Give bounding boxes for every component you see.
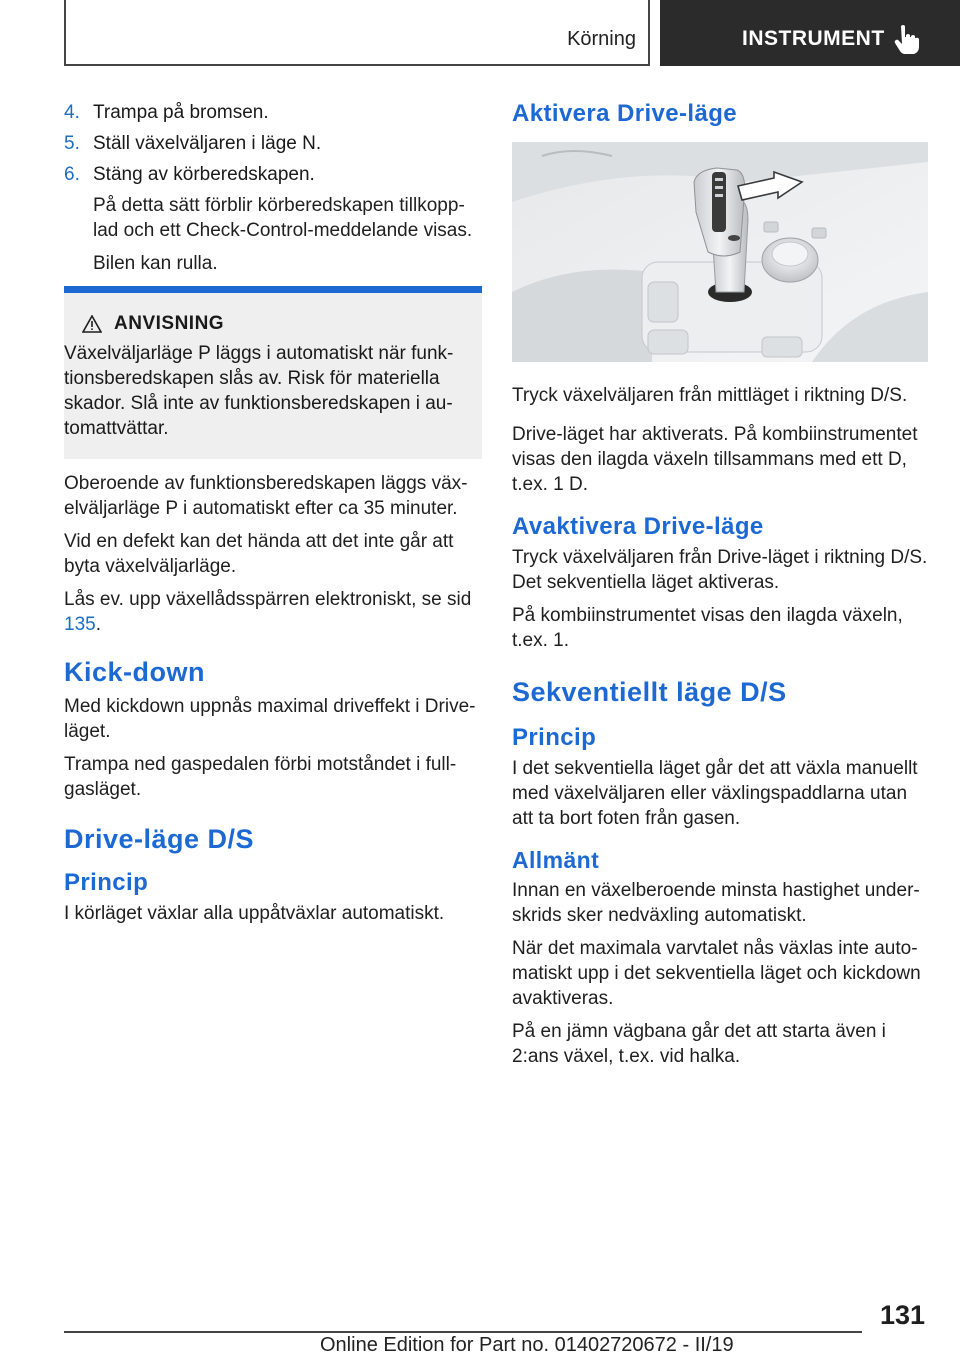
step-text: Stäng av körberedskapen. bbox=[93, 164, 315, 185]
paragraph: I det sekventiella läget går det att växla manuellt med växelväljaren eller växlingspaddlarna utan att ta bort foten från gasen. bbox=[512, 758, 918, 829]
step-number: 4. bbox=[64, 102, 80, 123]
list-item bbox=[64, 162, 482, 187]
step-number: 5. bbox=[64, 133, 80, 154]
header-rule-bottom bbox=[64, 64, 650, 66]
heading-kickdown: Kick-down bbox=[64, 657, 206, 687]
paragraph: Vid en defekt kan det hända att det inte går att byta växelväljarläge. bbox=[64, 531, 454, 577]
header-rule-left bbox=[64, 0, 66, 66]
header-chapter-tab bbox=[660, 0, 960, 66]
heading-principle: Princip bbox=[512, 724, 597, 751]
paragraph: Oberoende av funktionsberedskapen läggs växelväljarläge P i automatiskt efter ca 35 minuter. bbox=[64, 473, 468, 519]
heading-principle: Princip bbox=[64, 869, 149, 896]
note-title: ANVISNING bbox=[114, 313, 225, 334]
hand-pointer-icon bbox=[894, 24, 920, 54]
step-text: Trampa på bromsen. bbox=[93, 102, 269, 123]
paragraph: Drive-läget har aktiverats. På kombiinstrumentet visas den ilagda växeln tillsammans med ett D, t.ex. 1 D. bbox=[512, 424, 918, 495]
header-section-title: Körning bbox=[567, 28, 636, 50]
warning-triangle-icon bbox=[82, 315, 102, 333]
step-text: Ställ växelväljaren i läge N. bbox=[93, 133, 322, 154]
paragraph: Innan en växelberoende minsta hastighet underskrids sker nedväxling automatiskt. bbox=[512, 880, 920, 926]
paragraph: Tryck växelväljaren från Drive-läget i riktning D/S. Det sekventiella läget aktiveras. bbox=[512, 547, 928, 593]
page-number: 131 bbox=[880, 1300, 926, 1330]
paragraph: På en jämn vägbana går det att starta även i 2:ans växel, t.ex. vid halka. bbox=[512, 1021, 886, 1067]
paragraph: I körläget växlar alla uppåtväxlar automatiskt. bbox=[64, 903, 445, 924]
paragraph: På kombiinstrumentet visas den ilagda växeln, t.ex. 1. bbox=[512, 605, 903, 651]
paragraph-end: . bbox=[95, 614, 101, 635]
step-list bbox=[64, 100, 482, 187]
footer-rule bbox=[64, 1331, 862, 1333]
list-item bbox=[64, 100, 482, 125]
left-column bbox=[64, 100, 482, 934]
heading-deactivate-drive: Avaktivera Drive-läge bbox=[512, 513, 764, 540]
heading-general: Allmänt bbox=[512, 847, 600, 873]
heading-sequential-mode: Sekventiellt läge D/S bbox=[512, 677, 787, 707]
step6-detail: På detta sätt förblir körberedskapen tillkopplad och ett Check-Control-meddelande visas. bbox=[93, 195, 473, 241]
heading-activate-drive: Aktivera Drive-läge bbox=[512, 100, 738, 127]
paragraph bbox=[64, 587, 482, 637]
heading-drive-mode: Drive-läge D/S bbox=[64, 824, 255, 854]
header-rule-right bbox=[648, 0, 650, 66]
paragraph-text: Lås ev. upp växellådsspärren elektroniskt, se sid bbox=[64, 589, 472, 610]
page-reference-link[interactable]: 135 bbox=[64, 614, 96, 635]
step6-detail-2: Bilen kan rulla. bbox=[93, 253, 218, 274]
note-header bbox=[64, 313, 482, 335]
list-item bbox=[64, 131, 482, 156]
paragraph: Med kickdown uppnås maximal driveffekt i Driveläget. bbox=[64, 696, 476, 742]
footer-edition: Online Edition for Part no. 01402720672 - II/19 bbox=[320, 1334, 734, 1356]
gear-selector-illustration bbox=[512, 142, 928, 362]
paragraph: När det maximala varvtalet nås växlas inte automatiskt upp i det sekventiella läget och kickdown avaktiveras. bbox=[512, 938, 921, 1009]
chapter-tab-label: INSTRUMENT bbox=[742, 27, 885, 50]
paragraph: Trampa ned gaspedalen förbi motståndet i fullgasläget. bbox=[64, 754, 457, 800]
note-body: Växelväljarläge P läggs i automatiskt när funktionsberedskapen slås av. Risk för materiella skador. Slå inte av funktionsberedskapen i automattvättar. bbox=[64, 343, 454, 439]
warning-note bbox=[64, 286, 482, 459]
figure-caption: Tryck växelväljaren från mittläget i riktning D/S. bbox=[512, 385, 908, 406]
right-column bbox=[512, 100, 928, 1077]
step-number: 6. bbox=[64, 164, 80, 185]
